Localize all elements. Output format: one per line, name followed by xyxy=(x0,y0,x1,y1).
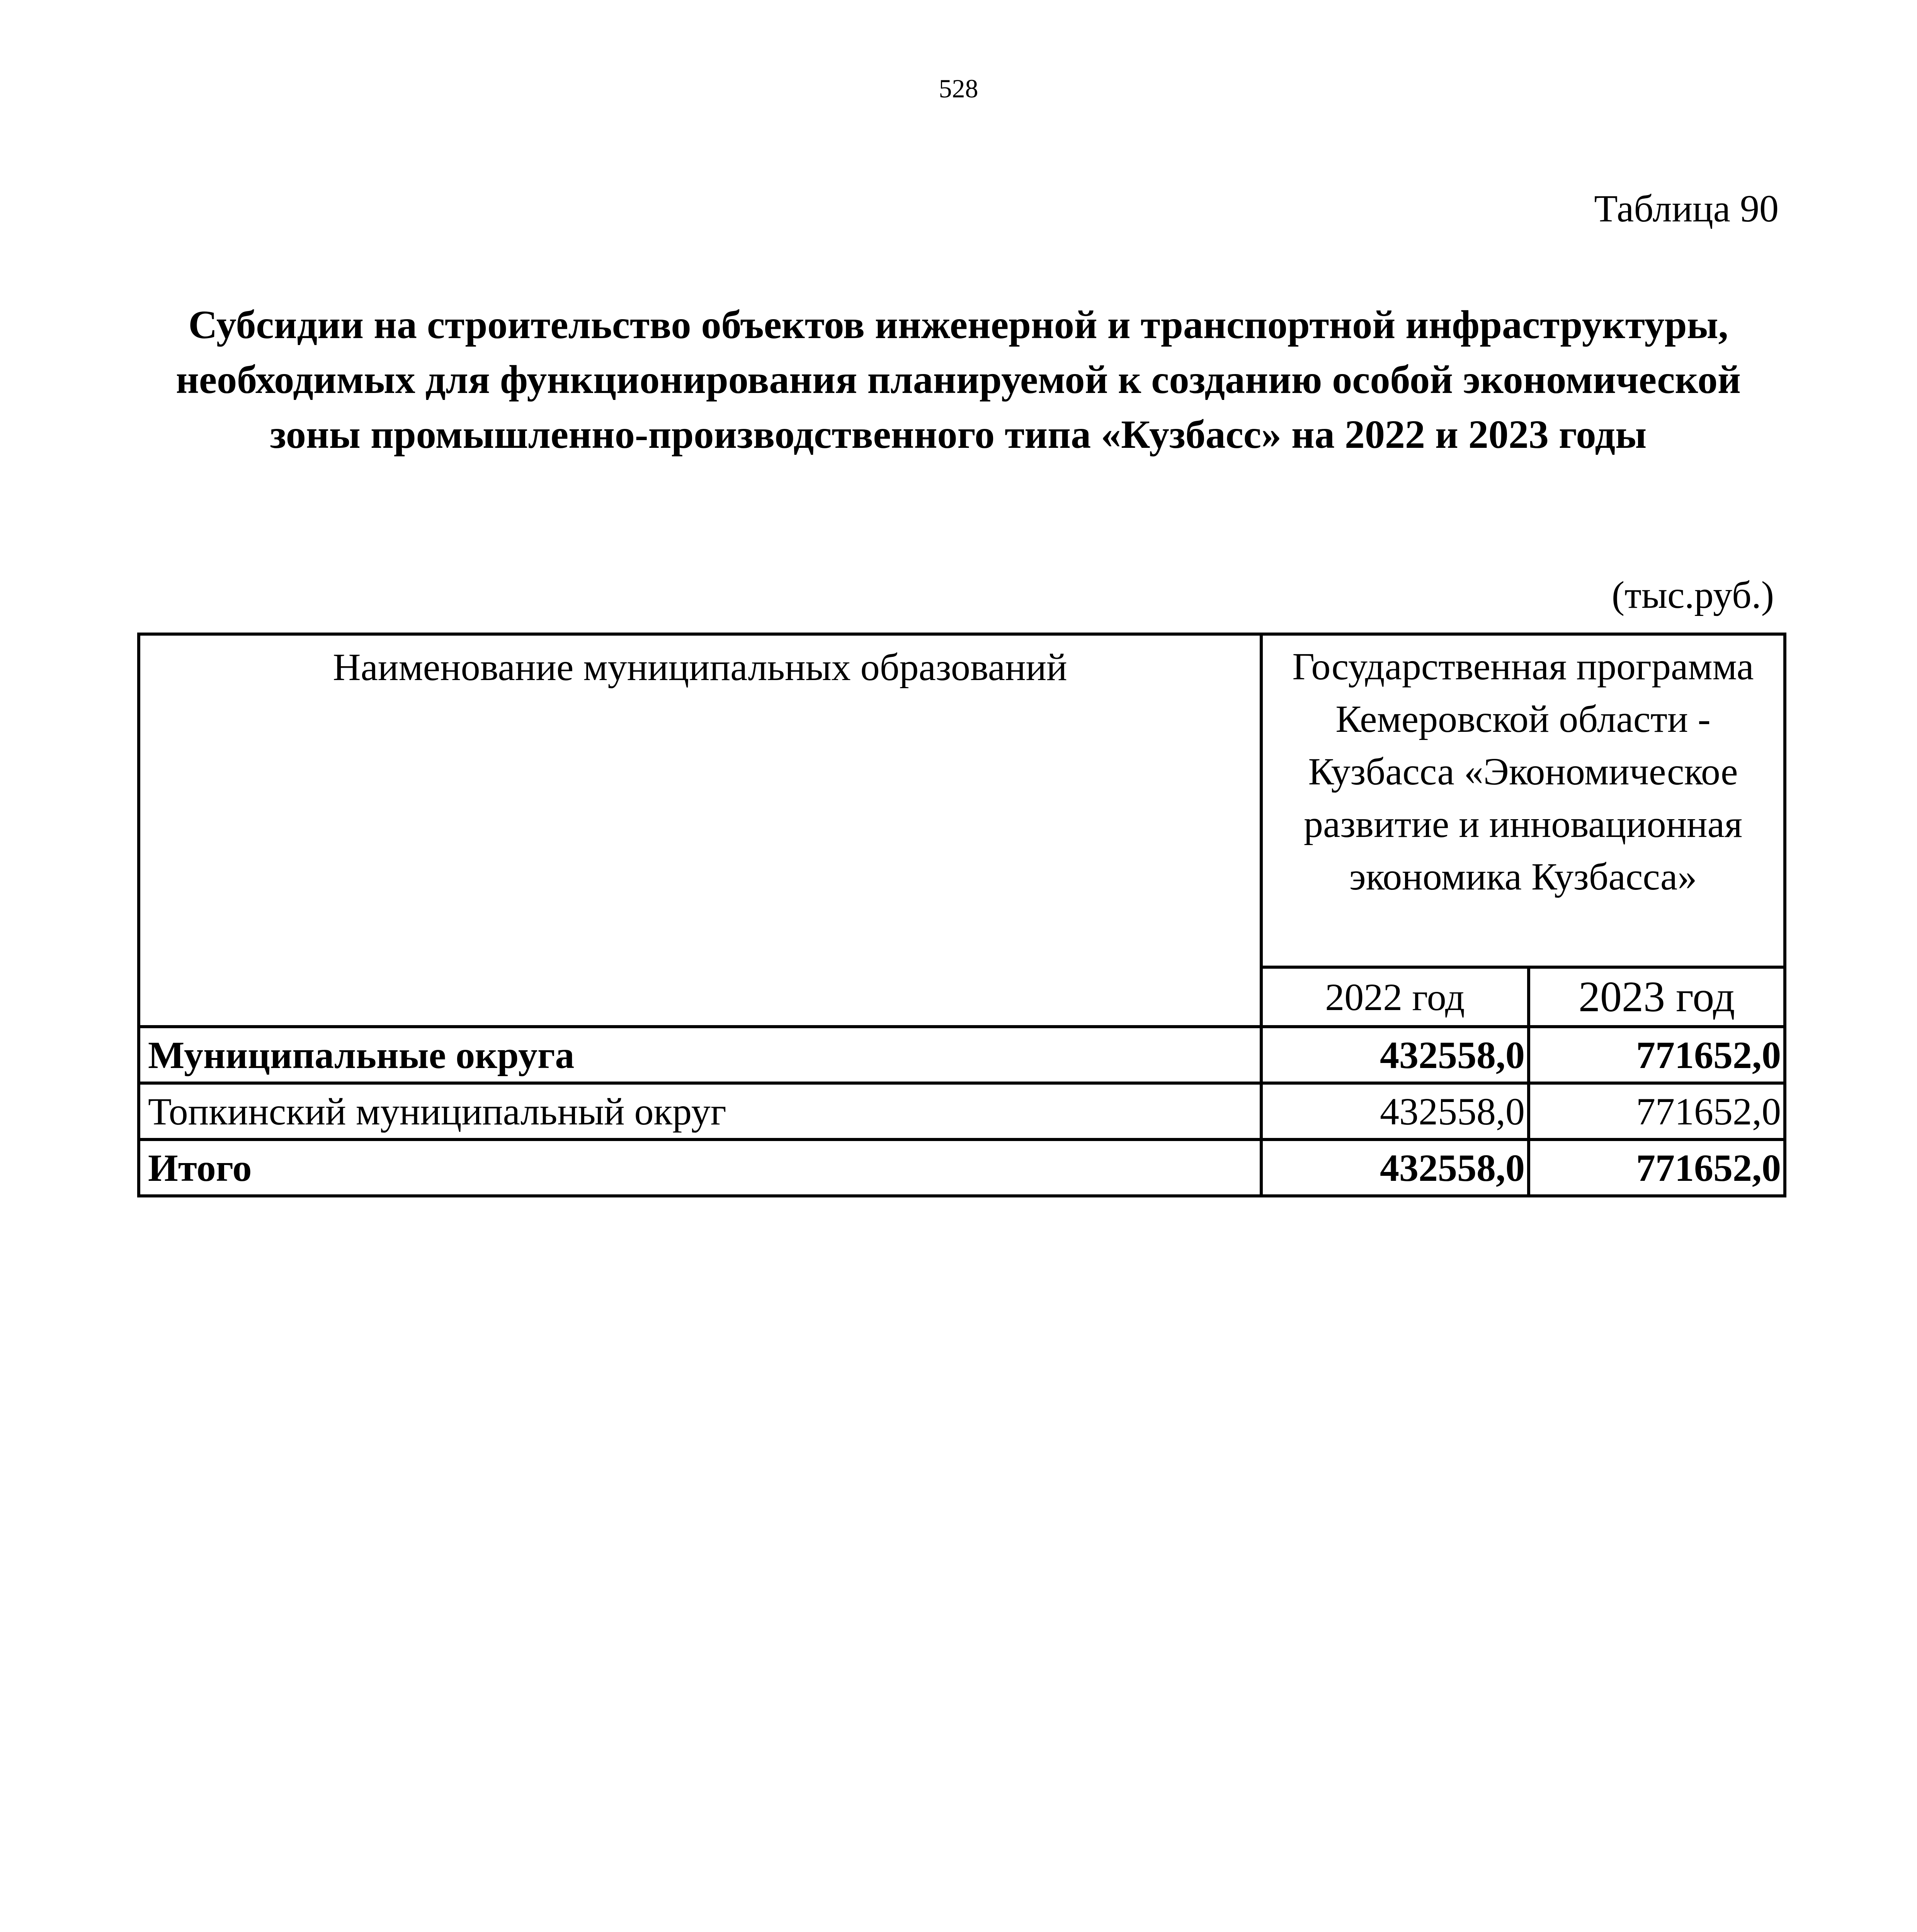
row-name: Топкинский муниципальный округ xyxy=(139,1083,1261,1139)
subsidies-table xyxy=(137,633,1786,1197)
row-name: Итого xyxy=(139,1139,1261,1196)
table-row-municipal-districts xyxy=(139,1027,1785,1083)
row-value-2022: 432558,0 xyxy=(1261,1083,1529,1139)
table-row-total xyxy=(139,1139,1785,1196)
row-name: Муниципальные округа xyxy=(139,1027,1261,1083)
page-number: 528 xyxy=(939,74,978,103)
header-state-program: Государственная программа Кемеровской области - Кузбасса «Экономическое развитие и инновационная экономика Кузбасса» xyxy=(1261,634,1785,967)
row-value-2022: 432558,0 xyxy=(1261,1139,1529,1196)
header-municipality-name: Наименование муниципальных образований xyxy=(139,634,1261,1027)
table-header-row xyxy=(139,634,1785,967)
row-value-2022: 432558,0 xyxy=(1261,1027,1529,1083)
header-year-2022: 2022 год xyxy=(1261,967,1529,1027)
table-row-topki-district xyxy=(139,1083,1785,1139)
row-value-2023: 771652,0 xyxy=(1529,1083,1785,1139)
header-year-2023: 2023 год xyxy=(1529,967,1785,1027)
units-label: (тыс.руб.) xyxy=(1611,573,1774,616)
table-label: Таблица 90 xyxy=(1594,187,1779,230)
row-value-2023: 771652,0 xyxy=(1529,1139,1785,1196)
row-value-2023: 771652,0 xyxy=(1529,1027,1785,1083)
document-title: Субсидии на строительство объектов инженерной и транспортной инфраструктуры, необходимых для функционирования планируемой к созданию особой экономической зоны промышленно-производственного типа «Кузбасс» на 2022 и 2023 годы xyxy=(176,303,1741,457)
